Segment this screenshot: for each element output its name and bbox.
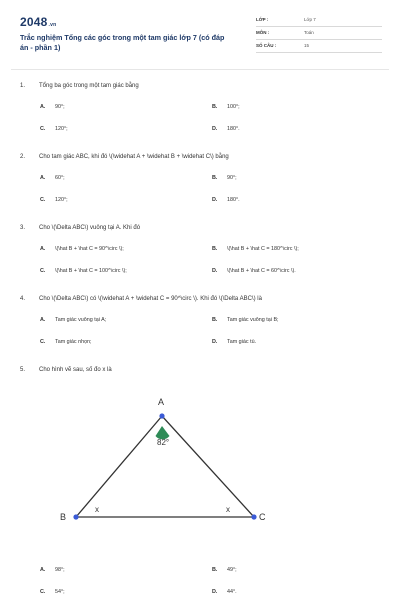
option-a[interactable]: [40, 567, 65, 573]
meta-label: LỚP :: [256, 17, 269, 22]
option-text: Tam giác tù.: [227, 339, 257, 345]
triangle-diagram: [40, 388, 266, 528]
option-b[interactable]: [212, 175, 237, 181]
question-number: 2.: [20, 154, 26, 160]
option-letter: B.: [212, 246, 218, 252]
question-text: Cho \(\Delta ABC\) có \(\widehat A + \widehat C = 90^\circ \). Khi đó \(\Delta ABC\) là: [39, 296, 262, 302]
option-text: 98°;: [55, 567, 65, 573]
question-3: [20, 222, 382, 274]
header-divider: [11, 69, 389, 70]
option-c[interactable]: [40, 126, 68, 132]
option-b[interactable]: [212, 567, 237, 573]
option-letter: B.: [212, 104, 218, 110]
site-logo[interactable]: [20, 15, 56, 29]
option-b[interactable]: [212, 246, 299, 252]
meta-row-class: [256, 14, 382, 27]
question-number: 5.: [20, 367, 26, 373]
meta-label: MÔN :: [256, 30, 270, 35]
meta-label: SỐ CÂU :: [256, 43, 277, 48]
option-letter: D.: [212, 126, 218, 132]
meta-value: Toán: [304, 30, 314, 35]
option-d[interactable]: [212, 268, 296, 274]
question-text: Cho hình vẽ sau, số đo x là: [39, 367, 112, 373]
option-letter: A.: [40, 104, 46, 110]
logo-suffix: .vn: [48, 22, 57, 28]
question-text: Cho \(\Delta ABC\) vuông tại A. Khi đó: [39, 225, 141, 231]
option-letter: A.: [40, 317, 46, 323]
question-number: 4.: [20, 296, 26, 302]
option-a[interactable]: [40, 317, 106, 323]
option-d[interactable]: [212, 126, 240, 132]
vertex-c-label: C: [259, 512, 266, 522]
question-text: Tổng ba góc trong một tam giác bằng: [39, 83, 139, 89]
question-5: [20, 364, 382, 376]
option-text: 44°.: [227, 589, 237, 595]
option-d[interactable]: [212, 197, 240, 203]
option-b[interactable]: [212, 104, 240, 110]
option-text: Tam giác nhọn;: [55, 339, 92, 345]
meta-row-subject: [256, 27, 382, 40]
question-stem: [20, 364, 382, 376]
question-stem: [20, 222, 382, 234]
option-text: 180°.: [227, 197, 240, 203]
option-a[interactable]: [40, 104, 65, 110]
option-letter: A.: [40, 246, 46, 252]
option-text: \(\hat B + \hat C = 180^\circ \);: [227, 246, 299, 252]
option-b[interactable]: [212, 317, 279, 323]
angle-c-label: x: [226, 505, 230, 514]
angle-b-label: x: [95, 505, 99, 514]
option-letter: C.: [40, 589, 46, 595]
vertex-c-dot: [251, 514, 256, 519]
vertex-a-dot: [159, 413, 164, 418]
question-stem: [20, 151, 382, 163]
option-letter: A.: [40, 567, 46, 573]
option-letter: D.: [212, 268, 218, 274]
question-number: 3.: [20, 225, 26, 231]
option-text: \(\hat B + \hat C = 60^\circ \).: [227, 268, 296, 274]
option-text: 90°;: [55, 104, 65, 110]
meta-value: Lớp 7: [304, 17, 316, 22]
option-letter: D.: [212, 589, 218, 595]
option-text: 60°;: [55, 175, 65, 181]
meta-value: 15: [304, 43, 310, 48]
option-text: 49°;: [227, 567, 237, 573]
option-d[interactable]: [212, 339, 256, 345]
option-d[interactable]: [212, 589, 237, 595]
question-2: [20, 151, 382, 203]
option-text: 180°.: [227, 126, 240, 132]
option-letter: A.: [40, 175, 46, 181]
vertex-a-label: A: [158, 397, 165, 407]
option-letter: B.: [212, 317, 218, 323]
vertex-b-dot: [73, 514, 78, 519]
option-letter: B.: [212, 567, 218, 573]
option-c[interactable]: [40, 268, 127, 274]
vertex-b-label: B: [60, 512, 67, 522]
option-text: 120°;: [55, 197, 68, 203]
question-stem: [20, 293, 382, 305]
document-header: [20, 14, 382, 58]
option-letter: B.: [212, 175, 218, 181]
option-c[interactable]: [40, 339, 92, 345]
option-c[interactable]: [40, 197, 68, 203]
question-number: 1.: [20, 83, 26, 89]
question-stem: [20, 80, 382, 92]
option-c[interactable]: [40, 589, 65, 595]
logo-text: 2048: [20, 15, 48, 29]
option-letter: C.: [40, 126, 46, 132]
angle-a-label: 82°: [157, 438, 170, 447]
document-meta: [256, 14, 382, 53]
document-title: Trắc nghiệm Tổng các góc trong một tam giác lớp 7 (có đáp án - phần 1): [20, 33, 225, 52]
option-text: 100°;: [227, 104, 240, 110]
option-letter: C.: [40, 197, 46, 203]
option-letter: C.: [40, 339, 46, 345]
question-text: Cho tam giác ABC, khi đó \(\widehat A + \widehat B + \widehat C\) bằng: [39, 154, 229, 160]
question-1: [20, 80, 382, 132]
option-text: \(\hat B + \hat C = 100^\circ \);: [55, 268, 127, 274]
option-text: 120°;: [55, 126, 68, 132]
option-text: \(\hat B + \hat C = 90^\circ \);: [55, 246, 124, 252]
option-letter: D.: [212, 339, 218, 345]
option-a[interactable]: [40, 175, 65, 181]
option-text: 54°;: [55, 589, 65, 595]
question-4: [20, 293, 382, 345]
option-a[interactable]: [40, 246, 124, 252]
option-letter: D.: [212, 197, 218, 203]
option-text: 90°;: [227, 175, 237, 181]
option-text: Tam giác vuông tại A;: [55, 317, 107, 323]
meta-row-question-count: [256, 40, 382, 53]
option-text: Tam giác vuông tại B;: [227, 317, 279, 323]
option-letter: C.: [40, 268, 46, 274]
triangle-figure: [40, 388, 266, 528]
